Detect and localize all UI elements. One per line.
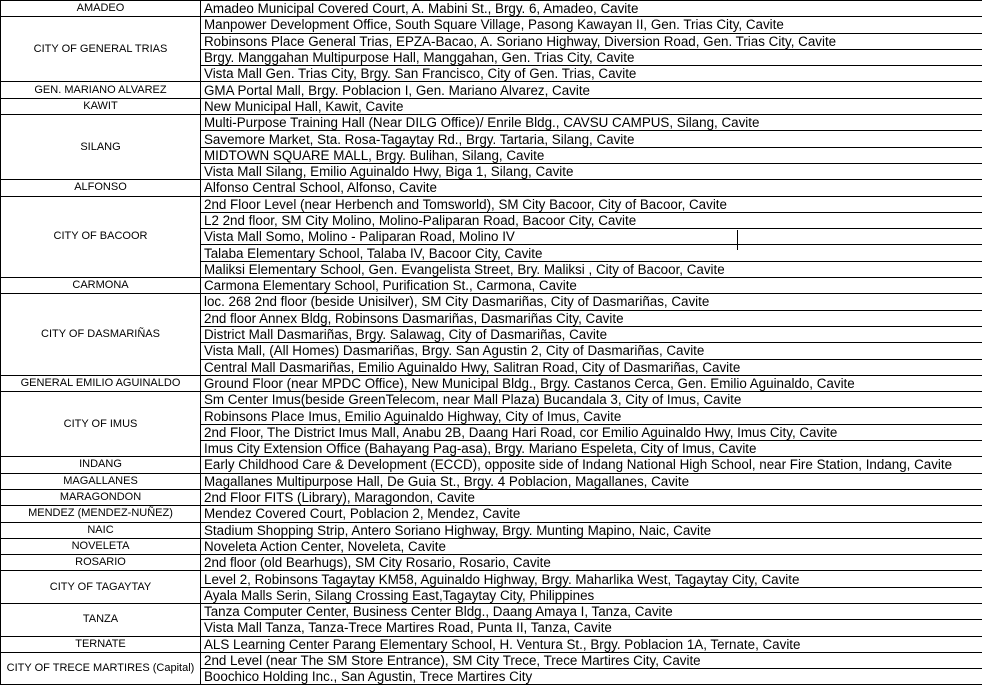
location-cell: District Mall Dasmariñas, Brgy. Salawag, City of Dasmariñas, Cavite bbox=[201, 326, 982, 342]
stray-cell-line bbox=[737, 230, 738, 250]
municipality-cell: CITY OF DASMARIÑAS bbox=[1, 294, 201, 375]
table-row bbox=[1, 473, 982, 489]
location-cell: MIDTOWN SQUARE MALL, Brgy. Bulihan, Silang, Cavite bbox=[201, 147, 982, 163]
municipality-cell: NAIC bbox=[1, 522, 201, 538]
location-cell: 2nd Floor, The District Imus Mall, Anabu 2B, Daang Hari Road, cor Emilio Aguinaldo Hwy, Imus City, Cavite bbox=[201, 424, 982, 440]
municipality-cell: MAGALLANES bbox=[1, 473, 201, 489]
location-cell: loc. 268 2nd floor (beside Unisilver), SM City Dasmariñas, City of Dasmariñas, Cavite bbox=[201, 294, 982, 310]
location-cell: Robinsons Place General Trias, EPZA-Bacao, A. Soriano Highway, Diversion Road, Gen. Trias City, Cavite bbox=[201, 33, 982, 49]
table-row bbox=[1, 457, 982, 473]
location-cell: Noveleta Action Center, Noveleta, Cavite bbox=[201, 538, 982, 554]
table-row bbox=[1, 522, 982, 538]
table-body bbox=[1, 1, 982, 685]
table-row bbox=[1, 82, 982, 98]
location-cell: Ground Floor (near MPDC Office), New Municipal Bldg., Brgy. Castanos Cerca, Gen. Emilio Aguinaldo, Cavite bbox=[201, 375, 982, 391]
table-row bbox=[1, 538, 982, 554]
location-cell: New Municipal Hall, Kawit, Cavite bbox=[201, 98, 982, 114]
location-cell: Stadium Shopping Strip, Antero Soriano Highway, Brgy. Munting Mapino, Naic, Cavite bbox=[201, 522, 982, 538]
municipality-cell: ALFONSO bbox=[1, 180, 201, 196]
table-row bbox=[1, 115, 982, 131]
location-cell: 2nd floor (old Bearhugs), SM City Rosario, Rosario, Cavite bbox=[201, 555, 982, 571]
municipality-cell: CITY OF TAGAYTAY bbox=[1, 571, 201, 604]
table-row bbox=[1, 196, 982, 212]
location-cell: Vista Mall Gen. Trias City, Brgy. San Francisco, City of Gen. Trias, Cavite bbox=[201, 66, 982, 82]
location-cell: Brgy. Manggahan Multipurpose Hall, Manggahan, Gen. Trias City, Cavite bbox=[201, 49, 982, 65]
location-cell: Magallanes Multipurpose Hall, De Guia St., Brgy. 4 Poblacion, Magallanes, Cavite bbox=[201, 473, 982, 489]
location-cell: GMA Portal Mall, Brgy. Poblacion I, Gen. Mariano Alvarez, Cavite bbox=[201, 82, 982, 98]
municipality-cell: CITY OF TRECE MARTIRES (Capital) bbox=[1, 652, 201, 685]
municipality-cell: KAWIT bbox=[1, 98, 201, 114]
municipality-cell: MARAGONDON bbox=[1, 489, 201, 505]
table-row bbox=[1, 489, 982, 505]
location-cell: Maliksi Elementary School, Gen. Evangelista Street, Bry. Maliksi , City of Bacoor, Cavite bbox=[201, 261, 982, 277]
location-cell: Sm Center Imus(beside GreenTelecom, near Mall Plaza) Bucandala 3, City of Imus, Cavite bbox=[201, 392, 982, 408]
location-cell: 2nd Floor Level (near Herbench and Tomsworld), SM City Bacoor, City of Bacoor, Cavite bbox=[201, 196, 982, 212]
location-cell: Carmona Elementary School, Purification St., Carmona, Cavite bbox=[201, 278, 982, 294]
location-cell: Vista Mall Silang, Emilio Aguinaldo Hwy, Biga 1, Silang, Cavite bbox=[201, 163, 982, 179]
location-cell: Imus City Extension Office (Bahayang Pag-asa), Brgy. Mariano Espeleta, City of Imus, Cavite bbox=[201, 441, 982, 457]
location-cell: Robinsons Place Imus, Emilio Aguinaldo Highway, City of Imus, Cavite bbox=[201, 408, 982, 424]
municipality-cell: GEN. MARIANO ALVAREZ bbox=[1, 82, 201, 98]
table-row bbox=[1, 392, 982, 408]
municipality-cell: ROSARIO bbox=[1, 555, 201, 571]
table-row bbox=[1, 180, 982, 196]
location-cell: 2nd Floor FITS (Library), Maragondon, Cavite bbox=[201, 489, 982, 505]
location-cell: Tanza Computer Center, Business Center Bldg., Daang Amaya I, Tanza, Cavite bbox=[201, 603, 982, 619]
table-row bbox=[1, 555, 982, 571]
municipality-cell: CITY OF BACOOR bbox=[1, 196, 201, 277]
municipality-cell: MENDEZ (MENDEZ-NUÑEZ) bbox=[1, 506, 201, 522]
municipality-cell: TANZA bbox=[1, 603, 201, 636]
table-row bbox=[1, 98, 982, 114]
table-row bbox=[1, 17, 982, 33]
location-cell: Amadeo Municipal Covered Court, A. Mabini St., Brgy. 6, Amadeo, Cavite bbox=[201, 1, 982, 17]
location-cell: Early Childhood Care & Development (ECCD), opposite side of Indang National High School, near Fire Station, Indang, Cavite bbox=[201, 457, 982, 473]
location-cell: L2 2nd floor, SM City Molino, Molino-Paliparan Road, Bacoor City, Cavite bbox=[201, 212, 982, 228]
location-cell: ALS Learning Center Parang Elementary School, H. Ventura St., Brgy. Poblacion 1A, Ternate, Cavite bbox=[201, 636, 982, 652]
municipality-cell: NOVELETA bbox=[1, 538, 201, 554]
location-cell: 2nd floor Annex Bldg, Robinsons Dasmariñas, Dasmariñas City, Cavite bbox=[201, 310, 982, 326]
municipality-cell: CITY OF GENERAL TRIAS bbox=[1, 17, 201, 82]
municipality-cell: SILANG bbox=[1, 115, 201, 180]
municipality-cell: CARMONA bbox=[1, 278, 201, 294]
municipality-cell: GENERAL EMILIO AGUINALDO bbox=[1, 375, 201, 391]
location-cell: Level 2, Robinsons Tagaytay KM58, Aguinaldo Highway, Brgy. Maharlika West, Tagaytay City, Cavite bbox=[201, 571, 982, 587]
location-cell: Boochico Holding Inc., San Agustin, Trece Martires City bbox=[201, 669, 982, 685]
location-cell: Alfonso Central School, Alfonso, Cavite bbox=[201, 180, 982, 196]
location-cell: Vista Mall, (All Homes) Dasmariñas, Brgy. San Agustin 2, City of Dasmariñas, Cavite bbox=[201, 343, 982, 359]
table-row bbox=[1, 652, 982, 668]
table-row bbox=[1, 603, 982, 619]
location-cell: Ayala Malls Serin, Silang Crossing East,Tagaytay City, Philippines bbox=[201, 587, 982, 603]
location-cell: Manpower Development Office, South Square Village, Pasong Kawayan II, Gen. Trias City, Cavite bbox=[201, 17, 982, 33]
location-cell: Savemore Market, Sta. Rosa-Tagaytay Rd., Brgy. Tartaria, Silang, Cavite bbox=[201, 131, 982, 147]
location-cell: Talaba Elementary School, Talaba IV, Bacoor City, Cavite bbox=[201, 245, 982, 261]
table-row bbox=[1, 294, 982, 310]
location-cell: Central Mall Dasmariñas, Emilio Aguinaldo Hwy, Salitran Road, City of Dasmariñas, Cavite bbox=[201, 359, 982, 375]
municipality-cell: AMADEO bbox=[1, 1, 201, 17]
municipality-cell: CITY OF IMUS bbox=[1, 392, 201, 457]
table-row bbox=[1, 571, 982, 587]
table-row bbox=[1, 506, 982, 522]
table-row bbox=[1, 636, 982, 652]
table-row bbox=[1, 375, 982, 391]
location-cell: Mendez Covered Court, Poblacion 2, Mendez, Cavite bbox=[201, 506, 982, 522]
location-cell: Vista Mall Tanza, Tanza-Trece Martires Road, Punta II, Tanza, Cavite bbox=[201, 620, 982, 636]
table-row bbox=[1, 1, 982, 17]
municipality-cell: TERNATE bbox=[1, 636, 201, 652]
municipality-cell: INDANG bbox=[1, 457, 201, 473]
location-cell: 2nd Level (near The SM Store Entrance), SM City Trece, Trece Martires City, Cavite bbox=[201, 652, 982, 668]
location-cell: Multi-Purpose Training Hall (Near DILG Office)/ Enrile Bldg., CAVSU CAMPUS, Silang, Cavite bbox=[201, 115, 982, 131]
location-cell: Vista Mall Somo, Molino - Paliparan Road, Molino IV bbox=[201, 229, 982, 245]
table-row bbox=[1, 278, 982, 294]
